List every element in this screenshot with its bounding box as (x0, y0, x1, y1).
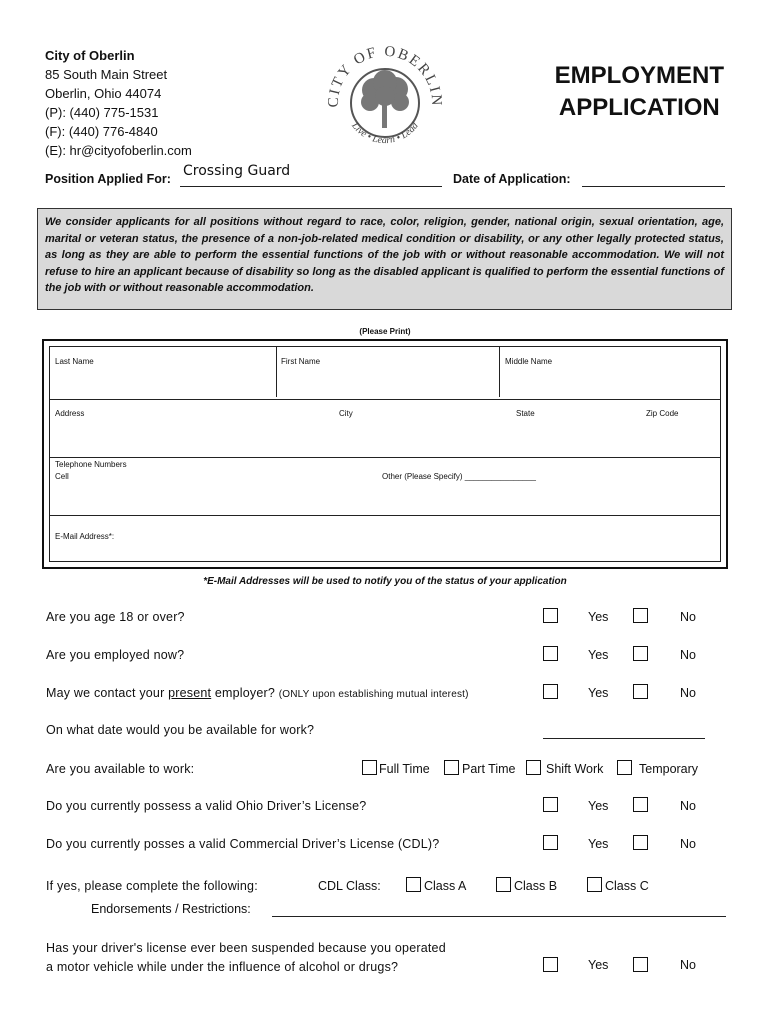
full-time-checkbox[interactable] (362, 760, 377, 775)
shift-work-checkbox[interactable] (526, 760, 541, 775)
cdl-no-checkbox[interactable] (633, 835, 648, 850)
suspended-yes-checkbox[interactable] (543, 957, 558, 972)
cdl-class-label: CDL Class: (318, 879, 381, 893)
position-underline (180, 186, 442, 187)
license-yes-checkbox[interactable] (543, 797, 558, 812)
grid-divider (50, 515, 720, 516)
grid-divider (50, 457, 720, 458)
class-b-checkbox[interactable] (496, 877, 511, 892)
cdl-followup-prompt: If yes, please complete the following: (46, 879, 258, 893)
suspended-line-2: a motor vehicle while under the influence of alcohol or drugs? (46, 960, 399, 974)
seal-top-text: CITY OF OBERLIN (325, 43, 445, 108)
temporary-label: Temporary (639, 762, 699, 776)
cdl-yes-checkbox[interactable] (543, 835, 558, 850)
question-age: Are you age 18 or over? (46, 610, 185, 624)
part-time-label: Part Time (462, 762, 516, 776)
class-c-checkbox[interactable] (587, 877, 602, 892)
available-date-input[interactable] (543, 738, 705, 739)
class-c-label: Class C (605, 879, 649, 893)
age-yes-checkbox[interactable] (543, 608, 558, 623)
org-name: City of Oberlin (45, 48, 135, 63)
city-seal-logo (322, 40, 448, 166)
email-field[interactable]: E-Mail Address*: (55, 532, 115, 541)
email-footnote: *E-Mail Addresses will be used to notify you of the status of your application (203, 576, 567, 587)
license-yes-label: Yes (588, 799, 609, 813)
endorsements-input[interactable] (272, 916, 726, 917)
question-contact-employer (46, 686, 469, 700)
contact-text-post: employer? (211, 686, 279, 700)
page-title (555, 60, 724, 124)
position-input[interactable]: Crossing Guard (183, 163, 291, 179)
contact-email: (E): hr@cityofoberlin.com (45, 143, 192, 158)
personal-info-grid (42, 339, 728, 569)
temporary-checkbox[interactable] (617, 760, 632, 775)
question-suspended (46, 939, 446, 977)
question-cdl: Do you currently posses a valid Commercial Driver’s License (CDL)? (46, 837, 440, 851)
age-yes-label: Yes (588, 610, 609, 624)
endorsements-label: Endorsements / Restrictions: (91, 902, 251, 916)
full-time-label: Full Time (379, 762, 430, 776)
other-phone-field[interactable]: Other (Please Specify) ________________ (382, 472, 536, 481)
license-no-label: No (680, 799, 696, 813)
fax-number: (F): (440) 776-4840 (45, 124, 158, 139)
license-no-checkbox[interactable] (633, 797, 648, 812)
question-available-type: Are you available to work: (46, 762, 195, 776)
first-name-field[interactable]: First Name (281, 357, 321, 366)
suspended-yes-label: Yes (588, 958, 609, 972)
question-employed: Are you employed now? (46, 648, 185, 662)
last-name-field[interactable]: Last Name (55, 357, 94, 366)
class-b-label: Class B (514, 879, 558, 893)
contact-no-label: No (680, 686, 696, 700)
suspended-line-1: Has your driver's license ever been suspended because you operated (46, 941, 446, 955)
age-no-label: No (680, 610, 696, 624)
cdl-no-label: No (680, 837, 696, 851)
cdl-yes-label: Yes (588, 837, 609, 851)
date-label: Date of Application: (453, 172, 571, 186)
grid-divider (50, 399, 720, 400)
address-line-1: 85 South Main Street (45, 67, 168, 82)
employed-yes-checkbox[interactable] (543, 646, 558, 661)
employed-yes-label: Yes (588, 648, 609, 662)
cell-field[interactable]: Cell (55, 472, 69, 481)
shift-work-label: Shift Work (546, 762, 604, 776)
contact-note: (ONLY upon establishing mutual interest) (278, 689, 469, 700)
grid-divider (499, 347, 500, 397)
age-no-checkbox[interactable] (633, 608, 648, 623)
contact-no-checkbox[interactable] (633, 684, 648, 699)
phone-number: (P): (440) 775-1531 (45, 105, 159, 120)
address-field[interactable]: Address (55, 409, 85, 418)
employed-no-label: No (680, 648, 696, 662)
contact-yes-checkbox[interactable] (543, 684, 558, 699)
suspended-no-label: No (680, 958, 696, 972)
part-time-checkbox[interactable] (444, 760, 459, 775)
date-input[interactable] (582, 186, 725, 187)
employed-no-checkbox[interactable] (633, 646, 648, 661)
state-field[interactable]: State (516, 409, 535, 418)
suspended-no-checkbox[interactable] (633, 957, 648, 972)
class-a-checkbox[interactable] (406, 877, 421, 892)
position-label: Position Applied For: (45, 172, 171, 186)
middle-name-field[interactable]: Middle Name (505, 357, 553, 366)
title-line-1: EMPLOYMENT (554, 62, 724, 89)
question-drivers-license: Do you currently possess a valid Ohio Driver’s License? (46, 799, 367, 813)
equal-opportunity-notice: We consider applicants for all positions without regard to race, color, religion, gender, national origin, sexual orientation, age, marital or veteran status, the presence of a non-job-related medical condition or disability, or any other legally protected status, as long as they are able to perform the essential functions of the job with or without reasonable accommodation. We will not refuse to hire an applicant because of disability so long as the disabled applicant is qualified to perform the essential functions of the job with or without reasonable accommodation. (37, 208, 732, 310)
telephone-label: Telephone Numbers (55, 460, 127, 469)
zip-field[interactable]: Zip Code (646, 409, 679, 418)
contact-text-present: present (168, 686, 212, 700)
question-available-date: On what date would you be available for work? (46, 723, 315, 737)
title-line-2: APPLICATION (558, 94, 720, 121)
seal-bottom-text: Live • Learn • Lead (349, 120, 421, 147)
please-print: (Please Print) (359, 327, 411, 336)
contact-text-pre: May we contact your (46, 686, 169, 700)
contact-block (45, 46, 192, 160)
city-field[interactable]: City (339, 409, 353, 418)
grid-divider (276, 347, 277, 397)
class-a-label: Class A (424, 879, 467, 893)
contact-yes-label: Yes (588, 686, 609, 700)
address-line-2: Oberlin, Ohio 44074 (45, 86, 162, 101)
